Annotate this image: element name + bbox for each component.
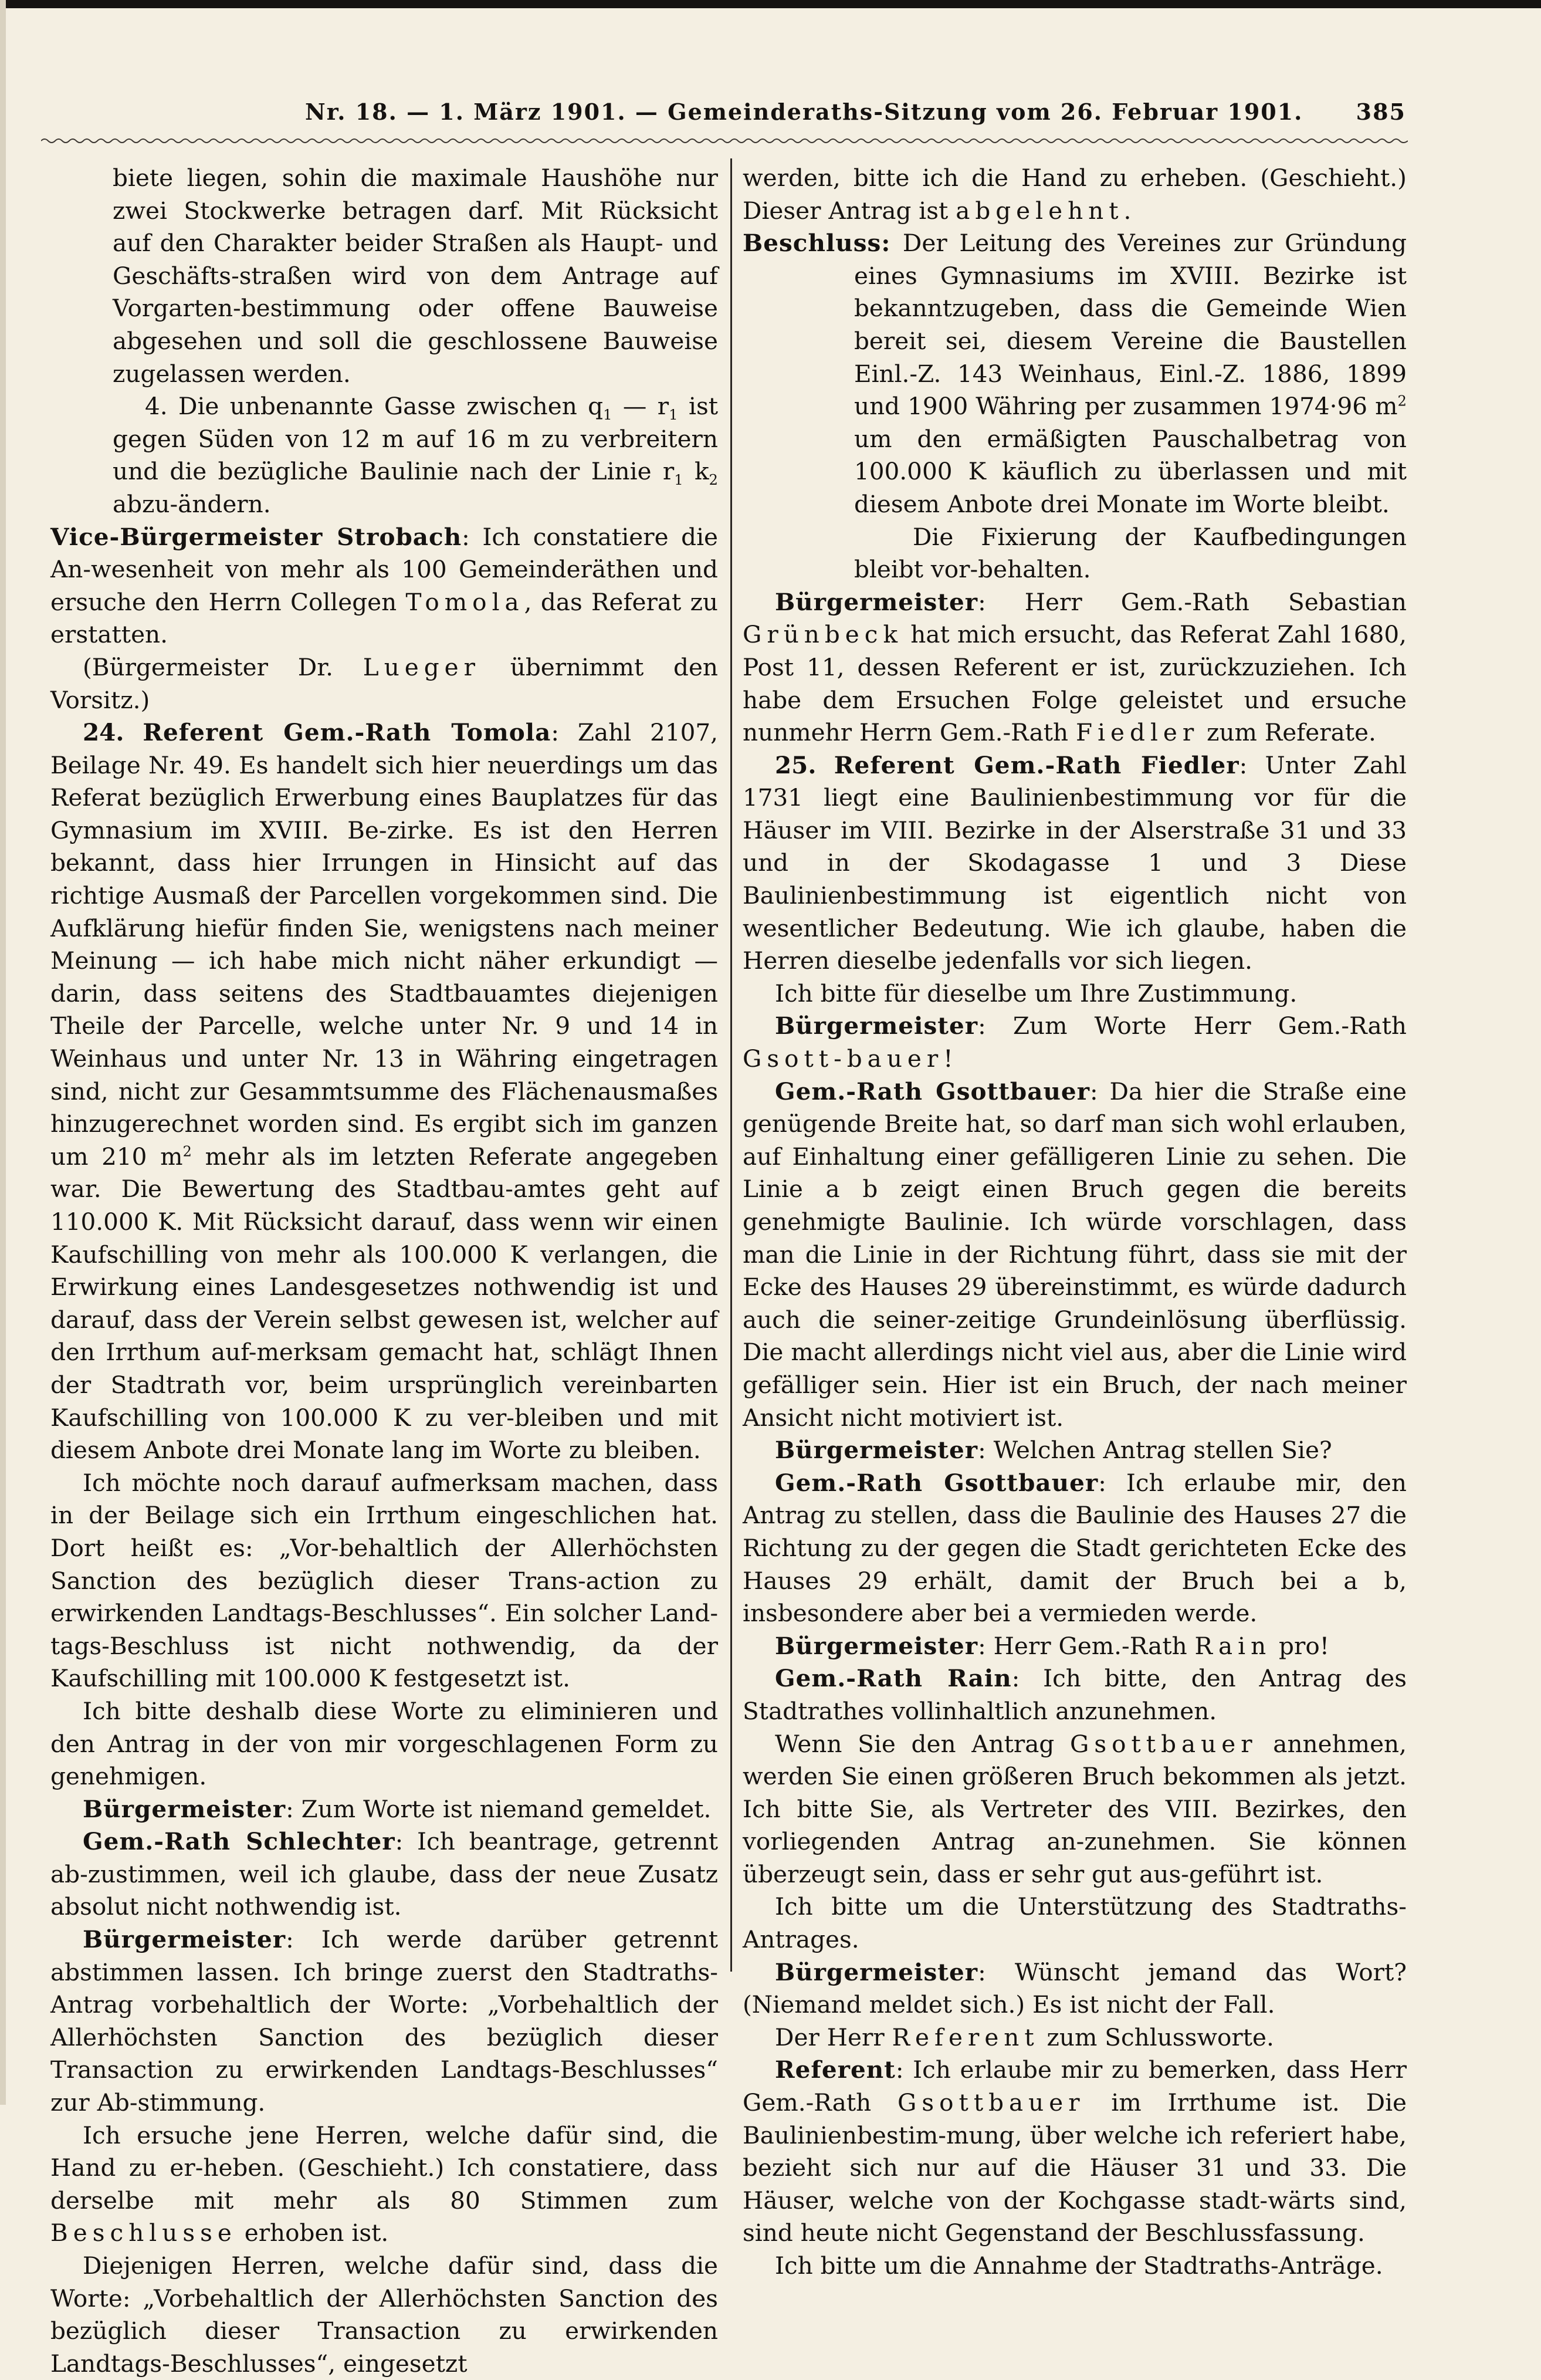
paragraph-buergermeister-5: Bürgermeister: Herr Gem.-Rath Rain pro! xyxy=(775,1631,1329,1660)
speaker-name: Gem.-Rath Gsottbauer xyxy=(775,1468,1099,1497)
paragraph-abstimmung: Ich ersuche jene Herren, welche dafür sind, die Hand zu er-heben. (Geschieht.) Ich constatiere, dass derselbe mit mehr als 80 Stimmen zum Beschlusse erhoben ist. xyxy=(50,2121,718,2247)
paragraph-bruch: Wenn Sie den Antrag Gsottbauer annehmen, werden Sie einen größeren Bruch bekommen als jetzt. Ich bitte Sie, als Vertreter des VIII. Bezirkes, den vorliegenden Antrag an-zunehmen. Sie können überzeugt sein, dass er sehr gut aus-geführt ist. xyxy=(743,1729,1407,1888)
paragraph-gsottbauer-2: Gem.-Rath Gsottbauer: Ich erlaube mir, den Antrag zu stellen, dass die Baulinie des Hauses 27 die Richtung zu der gegen die Stadt gerichteten Ecke des Hauses 29 erhält, damit der Bruch bei a b, insbesondere aber bei a vermieden werde. xyxy=(743,1468,1407,1628)
speaker-name: Bürgermeister xyxy=(775,587,978,616)
paragraph-diejenigen: Diejenigen Herren, welche dafür sind, dass die Worte: „Vorbehaltlich der Allerhöchsten Sanction des bezüglich dieser Transaction zu erwirkenden Landtags-Beschlusses“, eingesetzt xyxy=(50,2251,718,2378)
paragraph-irrthum: Ich möchte noch darauf aufmerksam machen, dass in der Beilage sich ein Irrthum eingeschlichen hat. Dort heißt es: „Vor-behaltlich der Allerhöchsten Sanction des bezüglich dieser Trans-action zu erwirkenden Landtags-Beschlusses“. Ein solcher Land-tags-Beschluss ist nicht nothwendig, da der Kaufschilling mit 100.000 K festgesetzt ist. xyxy=(50,1468,718,1693)
speaker-name: Gem.-Rath Schlechter xyxy=(83,1827,395,1856)
paragraph-annahme: Ich bitte um die Annahme der Stadtraths-Anträge. xyxy=(775,2251,1383,2280)
paragraph-zustimmung: Ich bitte für dieselbe um Ihre Zustimmung. xyxy=(775,979,1298,1008)
paragraph-buergermeister-4: Bürgermeister: Welchen Antrag stellen Sie? xyxy=(775,1436,1332,1465)
left-scan-edge xyxy=(0,0,6,2105)
speaker-name: Gem.-Rath Gsottbauer xyxy=(775,1077,1090,1106)
left-column xyxy=(50,162,718,2380)
paragraph-gruenbeck: Bürgermeister: Herr Gem.-Rath Sebastian Grünbeck hat mich ersucht, das Referat Zahl 1680, Post 11, dessen Referent er ist, zurückzuziehen. Ich habe dem Ersuchen Folge geleistet und ersuche nunmehr Herrn Gem.-Rath Fiedler zum Referate. xyxy=(743,587,1407,747)
paragraph-item-4: 4. Die unbenannte Gasse zwischen $q_1$ — $r_1$ ist gegen Süden von 12 m auf 16 m zu verbreitern und die bezügliche Baulinie nach der Linie $r_1$ $k_2$ abzu-ändern. xyxy=(113,392,719,518)
paragraph-fixierung: Die Fixierung der Kaufbedingungen bleibt vor-behalten. xyxy=(854,522,1407,584)
speaker-name: Bürgermeister xyxy=(775,1436,978,1465)
speaker-name: Bürgermeister xyxy=(775,1012,978,1040)
paragraph-item-25: 25. Referent Gem.-Rath Fiedler: Unter Zahl 1731 liegt eine Baulinienbestimmung vor für die Häuser im VIII. Bezirke in der Alserstraße 31 und 33 und in der Skodagasse 1 und 3 Diese Baulinienbestimmung ist eigentlich nicht von wesentlicher Bedeutung. Wie ich glaube, haben die Herren dieselbe jedenfalls vor sich liegen. xyxy=(743,750,1407,975)
speaker-name: Bürgermeister xyxy=(775,1631,978,1660)
speaker-name: Bürgermeister xyxy=(775,1958,978,1986)
paragraph-beschluss: Beschluss: Der Leitung des Vereines zur Gründung eines Gymnasiums im XVIII. Bezirke ist bekanntzugeben, dass die Gemeinde Wien bereit sei, diesem Vereine die Baustellen Einl.-Z. 143 Weinhaus, Einl.-Z. 1886, 1899 und 1900 Währing per zusammen 1974·96 $m^2$ um den ermäßigten Pauschalbetrag von 100.000 K käuflich zu überlassen und mit diesem Anbote drei Monate im Worte bleibt. xyxy=(743,229,1407,518)
paragraph-buergermeister-1: Bürgermeister: Zum Worte ist niemand gemeldet. xyxy=(83,1794,712,1823)
speaker-name: Referent Gem.-Rath Tomola xyxy=(143,718,551,747)
paragraph-buergermeister-3: Bürgermeister: Zum Worte Herr Gem.-Rath Gsott-bauer! xyxy=(743,1012,1407,1073)
speaker-name: Gem.-Rath Rain xyxy=(775,1664,1012,1693)
paragraph-rain: Gem.-Rath Rain: Ich bitte, den Antrag des Stadtrathes vollinhaltlich anzunehmen. xyxy=(743,1664,1407,1725)
top-scan-edge xyxy=(0,0,1541,8)
item-number: 24. xyxy=(83,718,124,747)
paragraph-buergermeister-2: Bürgermeister: Ich werde darüber getrennt abstimmen lassen. Ich bringe zuerst den Stadtraths-Antrag vorbehaltlich der Worte: „Vorbehaltlich der Allerhöchsten Sanction des bezüglich dieser Transaction zu erwirkenden Landtags-Beschlusses“ zur Ab-stimmung. xyxy=(50,1925,718,2117)
speaker-name: Referent Gem.-Rath Fiedler xyxy=(834,750,1239,779)
paragraph-gsottbauer-1: Gem.-Rath Gsottbauer: Da hier die Straße eine genügende Breite hat, so darf man sich wohl erlauben, auf Einhaltung einer gefälligeren Linie zu sehen. Die Linie a b zeigt einen Bruch gegen die bereits genehmigte Baulinie. Ich würde vorschlagen, dass man die Linie in der Richtung führt, dass sie mit der Ecke des Hauses 29 übereinstimmt, es würde dadurch auch die seiner-zeitige Grundeinlösung überflüssig. Die macht allerdings nicht viel aus, aber die Linie wird gefälliger sein. Hier ist ein Bruch, der nach meiner Ansicht nicht motiviert ist. xyxy=(743,1077,1407,1432)
paragraph-unterstuetzung: Ich bitte um die Unterstützung des Stadtraths-Antrages. xyxy=(743,1892,1407,1954)
right-column xyxy=(743,162,1407,2283)
paragraph-eliminieren: Ich bitte deshalb diese Worte zu eliminieren und den Antrag in der von mir vorgeschlagenen Form zu genehmigen. xyxy=(50,1696,718,1791)
paragraph-buergermeister-6: Bürgermeister: Wünscht jemand das Wort? (Niemand meldet sich.) Es ist nicht der Fall. xyxy=(743,1958,1407,2019)
paragraph-schlechter: Gem.-Rath Schlechter: Ich beantrage, getrennt ab-zustimmen, weil ich glaube, dass der neue Zusatz absolut nicht nothwendig ist. xyxy=(50,1827,719,1921)
running-head: Nr. 18. — 1. März 1901. — Gemeinderaths-Sitzung vom 26. Februar 1901. xyxy=(305,99,1303,125)
paragraph-abgelehnt: werden, bitte ich die Hand zu erheben. (Geschieht.) Dieser Antrag ist abgelehnt. xyxy=(743,164,1407,225)
item-number: 25. xyxy=(775,750,817,779)
paragraph-referent-final: Referent: Ich erlaube mir zu bemerken, dass Herr Gem.-Rath Gsottbauer im Irrthume ist. Die Baulinienbestim-mung, über welche ich referiert habe, bezieht sich nur auf die Häuser 31 und 33. Die Häuser, welche von der Kochgasse stadt-wärts sind, sind heute nicht Gegenstand der Beschlussfassung. xyxy=(743,2056,1407,2247)
speaker-name: Referent xyxy=(775,2056,896,2084)
paragraph-item-24: 24. Referent Gem.-Rath Tomola: Zahl 2107, Beilage Nr. 49. Es handelt sich hier neuerdings um das Referat bezüglich Erwerbung eines Bauplatzes für das Gymnasium im XVIII. Be-zirke. Es ist den Herren bekannt, dass hier Irrungen in Hinsicht auf das richtige Ausmaß der Parcellen vorgekommen sind. Die Aufklärung hiefür finden Sie, wenigstens nach meiner Meinung — ich habe mich nicht näher erkundigt — darin, dass seitens des Stadtbauamtes diejenigen Theile der Parcelle, welche unter Nr. 9 und 14 in Weinhaus und unter Nr. 13 in Währing eingetragen sind, nicht zur Gesammtsumme des Flächenausmaßes hinzugerechnet worden sind. Es ergibt sich im ganzen um 210 $m^2$ mehr als im letzten Referate angegeben war. Die Bewertung des Stadtbau-amtes geht auf 110.000 K. Mit Rücksicht darauf, dass wenn wir einen Kaufschilling von mehr als 100.000 K verlangen, die Erwirkung eines Landesgesetzes nothwendig ist und darauf, dass der Verein selbst gewesen ist, welcher auf den Irrthum auf-merksam gemacht hat, schlägt Ihnen der Stadtrath vor, beim ursprünglich vereinbarten Kaufschilling von 100.000 K zu ver-bleiben und mit diesem Anbote drei Monate lang im Worte zu bleiben. xyxy=(50,718,718,1465)
paragraph-schlusswort: Der Herr Referent zum Schlussworte. xyxy=(775,2023,1274,2051)
header-wavy-rule xyxy=(41,136,1408,146)
paragraph-continuation: biete liegen, sohin die maximale Haushöhe nur zwei Stockwerke betragen darf. Mit Rücksicht auf den Charakter beider Straßen als Haupt- und Geschäfts-straßen wird von dem Antrage auf Vorgarten-bestimmung oder offene Bauweise abgesehen und soll die geschlossene Bauweise zugelassen werden. xyxy=(113,164,718,388)
beschluss-label: Beschluss: xyxy=(743,229,891,258)
paragraph-strobach: Vice-Bürgermeister Strobach: Ich constatiere die An-wesenheit von mehr als 100 Gemeinderäthen und ersuche den Herrn Collegen Tomola, das Referat zu erstatten. xyxy=(50,522,718,649)
page-number: 385 xyxy=(1356,99,1406,125)
paragraph-lueger-note: (Bürgermeister Dr. Lueger übernimmt den Vorsitz.) xyxy=(50,653,718,714)
column-divider xyxy=(730,158,732,1972)
speaker-name: Bürgermeister xyxy=(83,1925,286,1954)
speaker-name: Vice-Bürgermeister Strobach xyxy=(50,522,462,551)
speaker-name: Bürgermeister xyxy=(83,1794,286,1823)
